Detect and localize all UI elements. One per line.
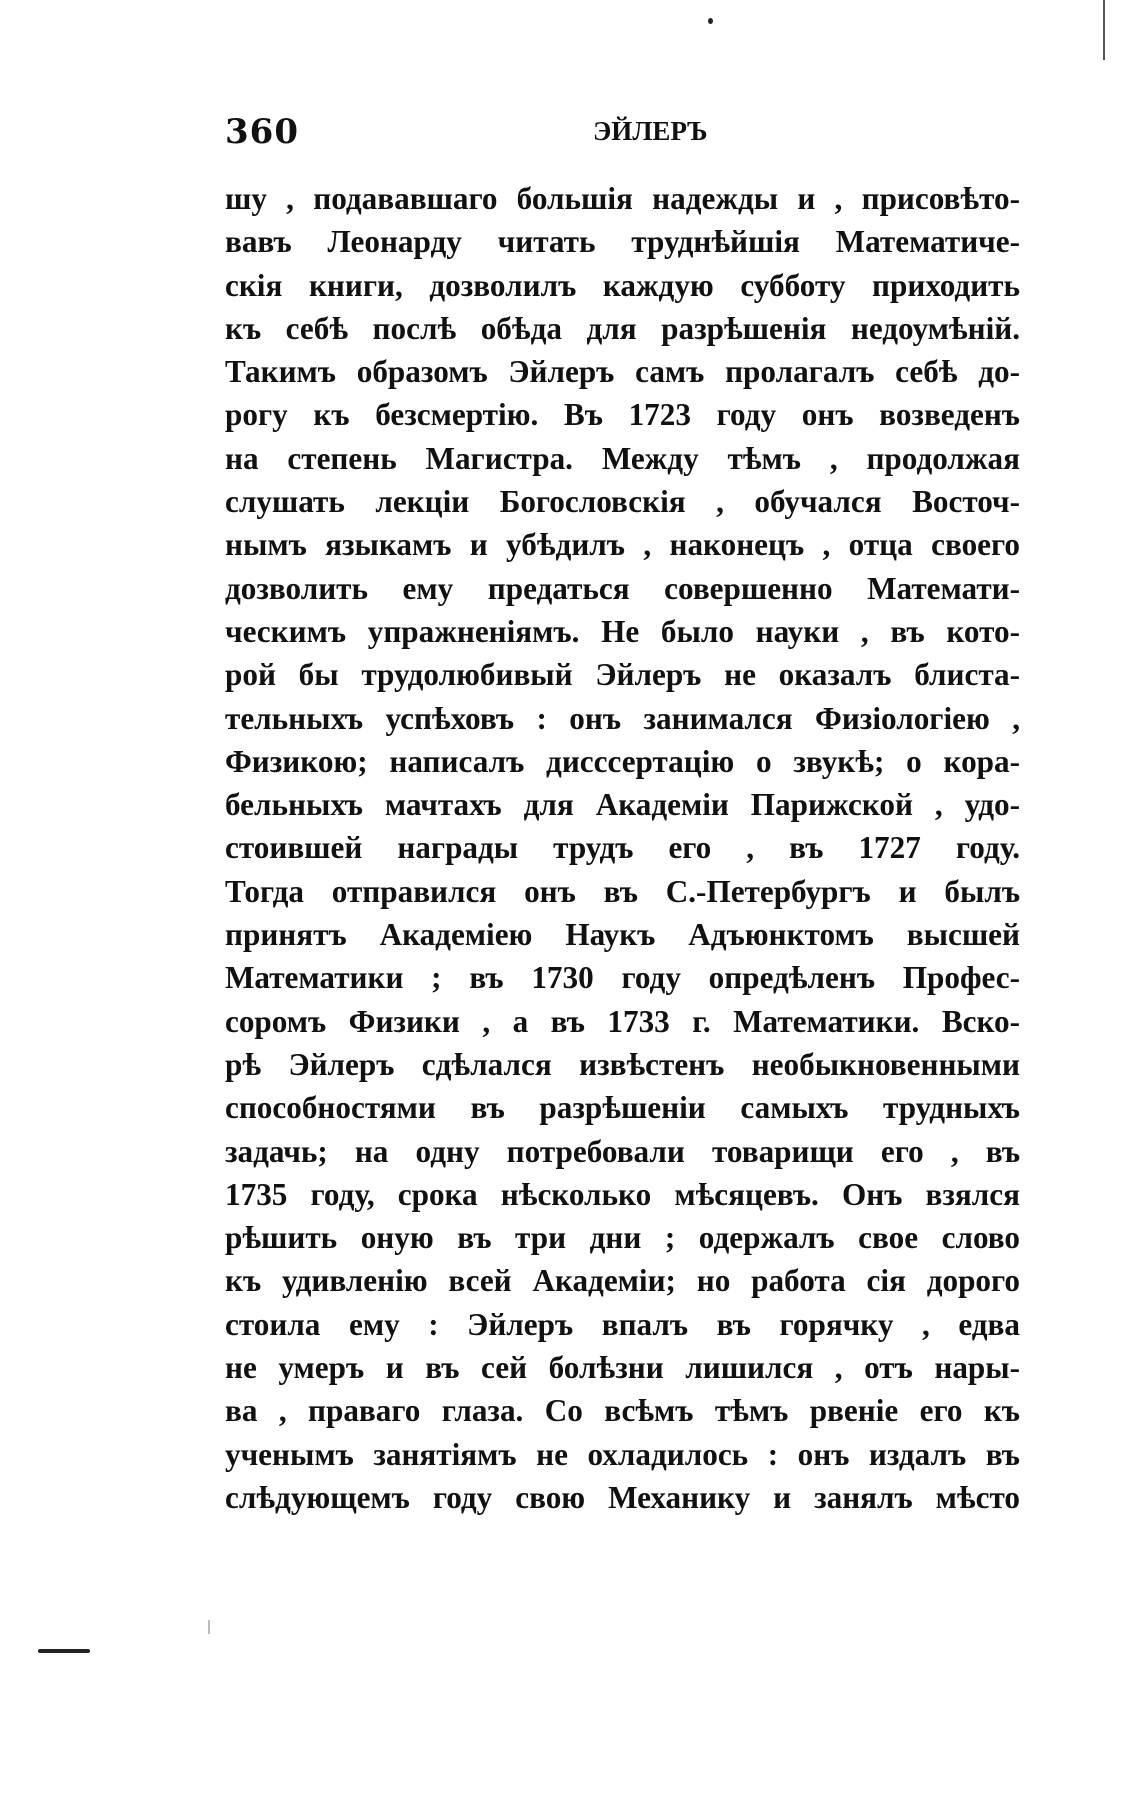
text-line: стоила ему : Эйлеръ впалъ въ горячку , едва — [225, 1306, 1020, 1342]
text-line: шу , подававшаго большія надежды и , присовѣто- — [225, 181, 1020, 216]
text-line: нымъ языкамъ и убѣдилъ , наконецъ , отца своего — [225, 527, 1020, 563]
text-line: рой бы трудолюбивый Эйлеръ не оказалъ блиста- — [225, 657, 1020, 693]
text-line: ва , праваго глаза. Со всѣмъ тѣмъ рвеніе его къ — [225, 1393, 1020, 1429]
body-text — [225, 177, 1020, 1519]
text-line: рѣшить оную въ три дни ; одержалъ свое слово — [225, 1220, 1020, 1256]
text-line: слушать лекціи Богословскія , обучался Восточ- — [225, 484, 1020, 520]
text-line: рогу къ безсмертію. Въ 1723 году онъ возведенъ — [225, 397, 1020, 433]
text-line: Такимъ образомъ Эйлеръ самъ пролагалъ себѣ до- — [225, 354, 1020, 390]
text-line: принятъ Академіею Наукъ Адъюнктомъ высшей — [225, 917, 1020, 953]
text-line: бельныхъ мачтахъ для Академіи Парижской , удо- — [225, 787, 1020, 823]
text-line: Физикою; написалъ дисссертацію о звукѣ; о кора- — [225, 743, 1020, 779]
text-line: соромъ Физики , а въ 1733 г. Математики. Вско- — [225, 1003, 1020, 1039]
text-line: къ удивленію всей Академіи; но работа сія дорого — [225, 1263, 1020, 1299]
text-line: ученымъ занятіямъ не охладилось : онъ издалъ въ — [225, 1436, 1020, 1472]
text-line: вавъ Леонарду читать труднѣйшія Математиче- — [225, 224, 1020, 260]
text-line: не умеръ и въ сей болѣзни лишился , отъ нары- — [225, 1350, 1020, 1386]
text-line: дозволить ему предаться совершенно Математи- — [225, 570, 1020, 606]
text-line: тельныхъ успѣховъ : онъ занимался Физіологіею , — [225, 700, 1020, 736]
text-line: Математики ; въ 1730 году опредѣленъ Профес- — [225, 960, 1020, 996]
text-line: на степень Магистра. Между тѣмъ , продолжая — [225, 440, 1020, 476]
text-line: 1735 году, срока нѣсколько мѣсяцевъ. Онъ взялся — [225, 1176, 1020, 1212]
running-title: ЭЙЛЕРЪ — [593, 116, 708, 146]
text-line: слѣдующемъ году свою Механику и занялъ мѣсто — [225, 1479, 1020, 1515]
page-header — [225, 112, 1020, 162]
margin-mark — [38, 1649, 90, 1653]
page-number: 360 — [225, 112, 299, 152]
text-line: стоившей награды трудъ его , въ 1727 году. — [225, 830, 1020, 866]
text-line: къ себѣ послѣ обѣда для разрѣшенія недоумѣній. — [225, 310, 1020, 346]
page-edge-line — [1103, 0, 1105, 60]
text-line: задачь; на одну потребовали товарищи его , въ — [225, 1133, 1020, 1169]
text-line: скія книги, дозволилъ каждую субботу приходить — [225, 267, 1020, 303]
ink-dot — [708, 18, 713, 24]
text-line: Тогда отправился онъ въ С.-Петербургъ и былъ — [225, 873, 1020, 909]
text-line: способностями въ разрѣшеніи самыхъ трудныхъ — [225, 1090, 1020, 1126]
text-line: ческимъ упражненіямъ. Не было науки , въ кото- — [225, 613, 1020, 649]
text-line: рѣ Эйлеръ сдѣлался извѣстенъ необыкновенными — [225, 1046, 1020, 1082]
paper-speck — [208, 1620, 210, 1634]
